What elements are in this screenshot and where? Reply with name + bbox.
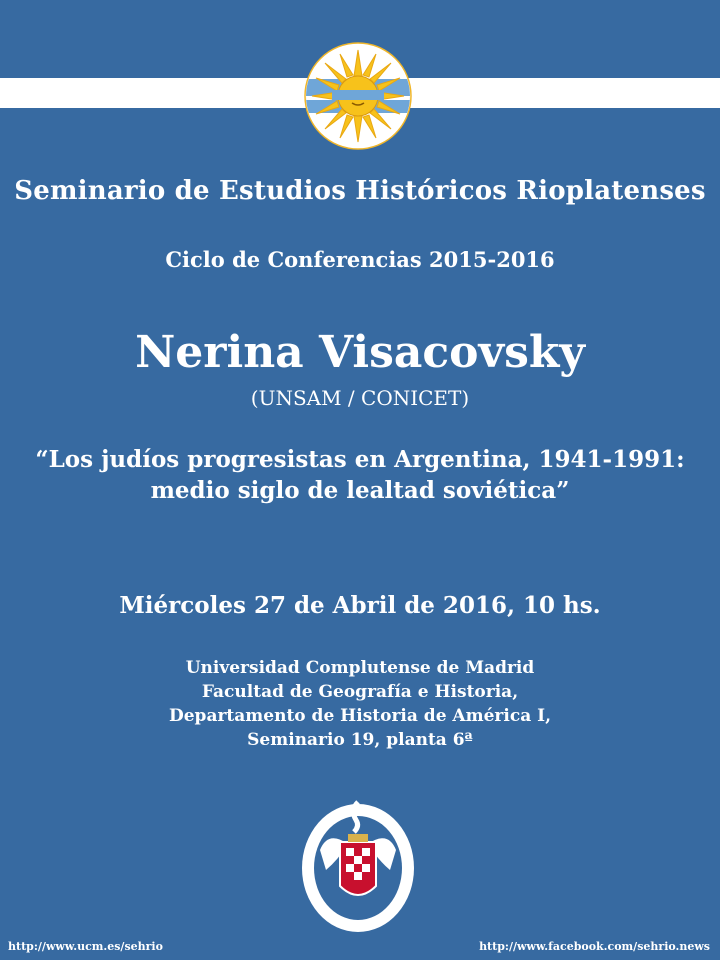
sehrio-sun-logo <box>304 42 412 150</box>
seminar-title: Seminario de Estudios Históricos Rioplatenses <box>14 176 706 206</box>
venue-line: Universidad Complutense de Madrid <box>185 658 535 678</box>
ucm-sehrio-link[interactable]: http://www.ucm.es/sehrio <box>8 940 163 953</box>
ucm-crest-logo <box>298 790 418 940</box>
talk-title-line: “Los judíos progresistas en Argentina, 1941-1991: <box>35 446 685 473</box>
speaker-name: Nerina Visacovsky <box>135 327 585 378</box>
venue-line: Seminario 19, planta 6ª <box>247 730 473 750</box>
venue-line: Facultad de Geografía e Historia, <box>201 682 519 702</box>
speaker-affiliation: (UNSAM / CONICET) <box>250 386 470 410</box>
venue-line: Departamento de Historia de América I, <box>169 706 551 726</box>
conference-cycle: Ciclo de Conferencias 2015-2016 <box>165 247 555 272</box>
facebook-sehrio-link[interactable]: http://www.facebook.com/sehrio.news <box>479 940 710 953</box>
venue-address <box>0 656 720 752</box>
event-date: Miércoles 27 de Abril de 2016, 10 hs. <box>119 592 601 619</box>
talk-title-line: medio siglo de lealtad soviética” <box>150 477 570 504</box>
talk-title <box>0 444 720 506</box>
